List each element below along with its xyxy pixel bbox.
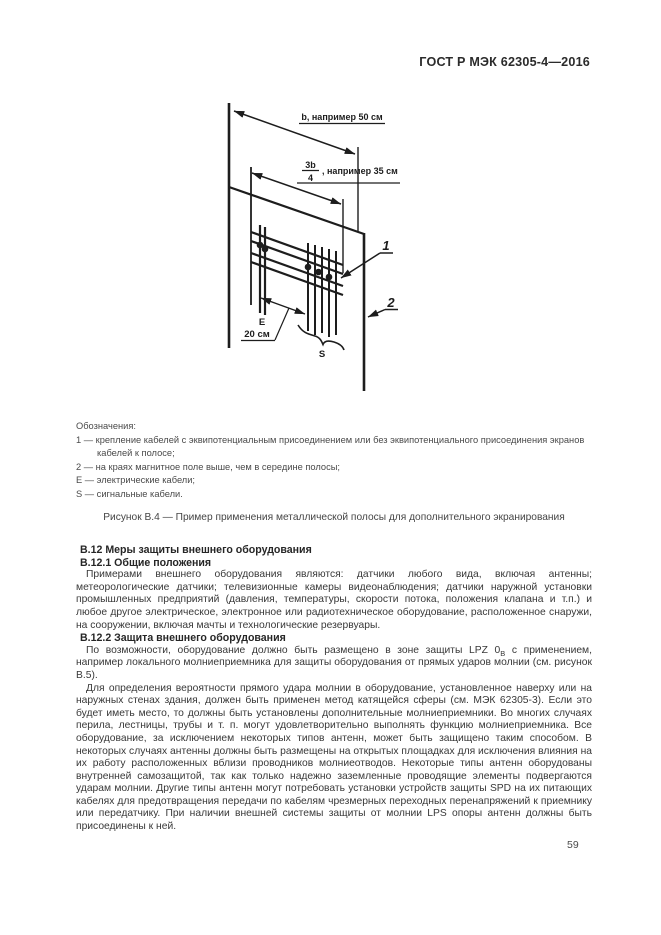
electrical-cables-label: Е bbox=[258, 317, 266, 328]
callout-2-leader bbox=[368, 310, 385, 318]
legend-separator: — bbox=[82, 488, 97, 499]
paragraph-b122-2: Для определения вероятности прямого удара молнии в оборудование, установленное наверху или на наружных стенах здания, должен быть применен метод катящейся сферы (см. МЭК 62305-3). Если это будет иметь место, то должны быть установлены дополнительные молниеприемники. Во многих случаях перила, лестницы, трубы и т. п. могут удовлетворительно выполнять функцию молниеприемника. Все оборудование, за исключением некоторых типов антенн, может быть защищено таким способом. В некоторых случаях антенны должны быть размещены на открытых площадках для исключения влияния на их работу расположенных вблизи проводников молниеотводов. Некоторые типы антенн оборудованы внутренней самозащитой, так как только надежно заземленные проводящие элементы подвергаются ударам молнии. Другие типы антенн могут потребовать установки устройств защиты SPD на их питающих кабелях для предотвращения передачи по кабелям чрезмерных переходных перенапряжений к приемнику или передатчику. При наличии внешней системы защиты от молнии LPS опоры антенн должны быть присоединены к ней. bbox=[76, 682, 592, 833]
page-number: 59 bbox=[567, 839, 579, 851]
legend-separator: — bbox=[81, 461, 96, 472]
body-content bbox=[76, 544, 592, 834]
legend-item-text: электрические кабели; bbox=[96, 475, 196, 486]
section-heading-b121: В.12.1 Общие положения bbox=[80, 556, 212, 569]
legend-separator: — bbox=[81, 434, 96, 445]
fastener-dot bbox=[262, 246, 269, 253]
fastener-dot bbox=[305, 264, 312, 271]
section-heading-b12: В.12 Меры защиты внешнего оборудования bbox=[80, 544, 312, 556]
legend-item bbox=[76, 474, 593, 488]
callout-1-label: 1 bbox=[382, 238, 390, 253]
legend-item bbox=[76, 461, 593, 475]
legend-item bbox=[76, 488, 593, 502]
figure-b4-diagram bbox=[195, 95, 410, 417]
legend-item-text: на краях магнитное поле выше, чем в середине полосы; bbox=[95, 461, 340, 472]
legend-item-key: S bbox=[76, 488, 83, 499]
paragraph-text: с применением, например локального молниеприемника для защиты оборудования от прямых ударов молнии (см. рисунок В.5). bbox=[76, 644, 593, 681]
legend-item bbox=[76, 434, 593, 461]
page-header-title: ГОСТ Р МЭК 62305-4—2016 bbox=[419, 55, 590, 69]
wall-middle-edge bbox=[229, 187, 364, 234]
lpz-zone-subscript: B bbox=[500, 648, 506, 658]
dim-3b4-denominator: 4 bbox=[307, 173, 314, 183]
signal-cables-label: S bbox=[318, 349, 326, 360]
legend-separator: — bbox=[82, 475, 97, 486]
paragraph-b122-1 bbox=[76, 645, 592, 683]
legend-item-key: 1 bbox=[76, 434, 82, 445]
legend-item-text: крепление кабелей с эквипотенциальным присоединением или без эквипотенциального присоединения экранов кабелей к полосе; bbox=[95, 434, 585, 459]
section-heading-b122: В.12.2 Защита внешнего оборудования bbox=[80, 632, 286, 645]
figure-legend bbox=[76, 420, 593, 502]
dim-3b4-numerator: 3b bbox=[305, 160, 316, 170]
callout-1-leader bbox=[341, 253, 380, 278]
legend-item-key: Е bbox=[76, 475, 83, 486]
legend-item-key: 2 bbox=[76, 461, 82, 472]
paragraph-b121: Примерами внешнего оборудования являются: датчики любого вида, включая антенны; метеорологические датчики; телевизионные камеры видеонаблюдения; датчики наружной установки промышленных предприятий (давления, температуры, скорости потока, положения клапана и т.п.) и любое другое электрическое, электронное или радиотехническое оборудование, расположенное снаружи, на сооружении, включая мачты и технологические резервуары. bbox=[76, 569, 592, 631]
figure-b4 bbox=[195, 95, 410, 417]
dim-b-label: b, например 50 см bbox=[301, 112, 383, 122]
dim-20cm-leader bbox=[275, 308, 289, 340]
figure-caption: Рисунок В.4 — Пример применения металлической полосы для дополнительного экранирования bbox=[103, 512, 565, 523]
electrical-cables bbox=[260, 225, 265, 315]
fastener-dot bbox=[315, 269, 322, 276]
legend-item-text: сигнальные кабели. bbox=[96, 488, 183, 499]
cable-fasteners-electrical bbox=[257, 242, 269, 253]
dim-20cm-arrow bbox=[261, 298, 305, 314]
paragraph-text: По возможности, оборудование должно быть размещено в зоне защиты LPZ 0 bbox=[86, 644, 501, 656]
dim-3b4-suffix: , например 35 см bbox=[322, 166, 398, 176]
legend-title: Обозначения: bbox=[76, 421, 136, 431]
dim-20cm-label: 20 см bbox=[244, 329, 270, 340]
fastener-dot bbox=[326, 274, 333, 281]
callout-2-label: 2 bbox=[387, 295, 395, 310]
callout-1 bbox=[341, 238, 393, 278]
callout-2 bbox=[368, 295, 398, 317]
